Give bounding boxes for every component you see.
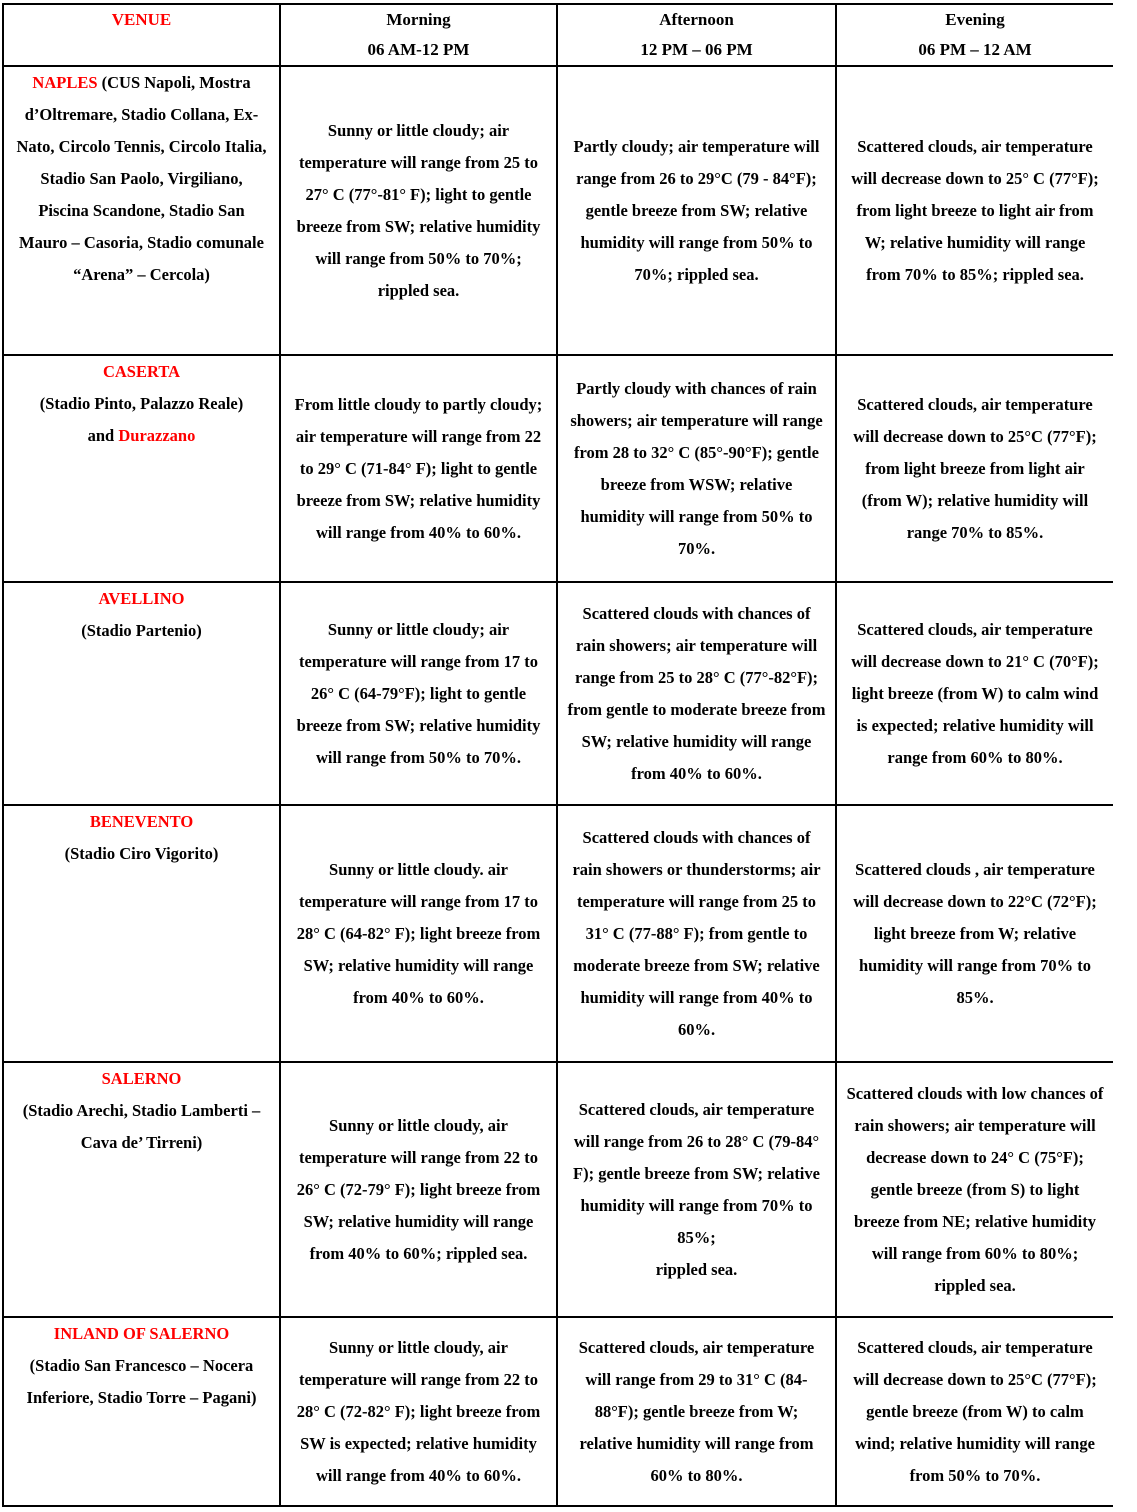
venue-name: INLAND OF SALERNO bbox=[53, 1324, 230, 1343]
venue-name: SALERNO bbox=[101, 1069, 182, 1088]
forecast-cell-naples-evening: Scattered clouds, air temperature will decrease down to 25° C (77°F); from light breeze to light air from W; relative humidity will range from 70% to 85%; rippled sea. bbox=[836, 66, 1113, 355]
venue-name: BENEVENTO bbox=[89, 812, 194, 831]
table-row-naples bbox=[3, 66, 1113, 355]
weather-forecast-table bbox=[2, 3, 1113, 1507]
morning-column-header bbox=[280, 4, 557, 66]
venue-details: (Stadio Pinto, Palazzo Reale) bbox=[39, 394, 244, 413]
venue-cell-caserta bbox=[3, 355, 280, 582]
venue-cell-benevento bbox=[3, 805, 280, 1062]
forecast-cell-salerno-morning: Sunny or little cloudy, air temperature will range from 22 to 26° C (72-79° F); light breeze from SW; relative humidity will range from 40% to 60%; rippled sea. bbox=[280, 1062, 557, 1317]
venue-extra-red: Durazzano bbox=[118, 426, 196, 445]
forecast-cell-avellino-evening: Scattered clouds, air temperature will decrease down to 21° C (70°F); light breeze (from W) to calm wind is expected; relative humidity will range from 60% to 80%. bbox=[836, 582, 1113, 805]
venue-name: CASERTA bbox=[102, 362, 181, 381]
venue-extra-black: and bbox=[87, 426, 119, 445]
forecast-cell-caserta-evening: Scattered clouds, air temperature will decrease down to 25°C (77°F); from light breeze from light air (from W); relative humidity will range 70% to 85%. bbox=[836, 355, 1113, 582]
table-row-avellino bbox=[3, 582, 1113, 805]
forecast-cell-caserta-morning: From little cloudy to partly cloudy; air temperature will range from 22 to 29° C (71-84° F); light to gentle breeze from SW; relative humidity will range from 40% to 60%. bbox=[280, 355, 557, 582]
forecast-cell-salerno-afternoon: Scattered clouds, air temperature will range from 26 to 28° C (79-84° F); gentle breeze from SW; relative humidity will range from 70% to 85%; rippled sea. bbox=[557, 1062, 836, 1317]
header-row bbox=[3, 4, 1113, 66]
table-row-salerno bbox=[3, 1062, 1113, 1317]
forecast-cell-naples-morning: Sunny or little cloudy; air temperature will range from 25 to 27° C (77°-81° F); light to gentle breeze from SW; relative humidity will range from 50% to 70%; rippled sea. bbox=[280, 66, 557, 355]
header-title: VENUE bbox=[111, 10, 172, 29]
forecast-cell-benevento-evening: Scattered clouds , air temperature will decrease down to 22°C (72°F); light breeze from W; relative humidity will range from 70% to 85%. bbox=[836, 805, 1113, 1062]
venue-extra bbox=[14, 420, 269, 452]
venue-cell-naples bbox=[3, 66, 280, 355]
venue-details: (CUS Napoli, Mostra d’Oltremare, Stadio Collana, Ex-Nato, Circolo Tennis, Circolo Italia, Stadio San Paolo, Virgiliano, Piscina Scandone, Stadio San Mauro – Casoria, Stadio comunale “Arena” – Cercola) bbox=[16, 73, 267, 284]
forecast-cell-inland-of-salerno-evening: Scattered clouds, air temperature will decrease down to 25°C (77°F); gentle breeze (from W) to calm wind; relative humidity will range from 50% to 70%. bbox=[836, 1317, 1113, 1506]
forecast-cell-benevento-morning: Sunny or little cloudy. air temperature will range from 17 to 28° C (64-82° F); light breeze from SW; relative humidity will range from 40% to 60%. bbox=[280, 805, 557, 1062]
forecast-cell-caserta-afternoon: Partly cloudy with chances of rain showers; air temperature will range from 28 to 32° C (85°-90°F); gentle breeze from WSW; relative humidity will range from 50% to 70%. bbox=[557, 355, 836, 582]
evening-column-header bbox=[836, 4, 1113, 66]
venue-name: AVELLINO bbox=[98, 589, 185, 608]
header-subtitle: 12 PM – 06 PM bbox=[640, 40, 753, 59]
header-title: Afternoon bbox=[659, 10, 734, 29]
venue-cell-salerno bbox=[3, 1062, 280, 1317]
forecast-cell-naples-afternoon: Partly cloudy; air temperature will range from 26 to 29°C (79 - 84°F); gentle breeze from SW; relative humidity will range from 50% to 70%; rippled sea. bbox=[557, 66, 836, 355]
forecast-cell-avellino-afternoon: Scattered clouds with chances of rain showers; air temperature will range from 25 to 28° C (77°-82°F); from gentle to moderate breeze from SW; relative humidity will range from 40% to 60%. bbox=[557, 582, 836, 805]
forecast-cell-inland-of-salerno-morning: Sunny or little cloudy, air temperature will range from 22 to 28° C (72-82° F); light breeze from SW is expected; relative humidity will range from 40% to 60%. bbox=[280, 1317, 557, 1506]
afternoon-column-header bbox=[557, 4, 836, 66]
venue-details: (Stadio Partenio) bbox=[81, 621, 202, 640]
header-subtitle: 06 PM – 12 AM bbox=[918, 40, 1032, 59]
forecast-cell-inland-of-salerno-afternoon: Scattered clouds, air temperature will range from 29 to 31° C (84-88°F); gentle breeze from W; relative humidity will range from 60% to 80%. bbox=[557, 1317, 836, 1506]
header-subtitle: 06 AM-12 PM bbox=[367, 40, 470, 59]
header-title: Morning bbox=[386, 10, 451, 29]
venue-details: (Stadio Arechi, Stadio Lamberti – Cava de’ Tirreni) bbox=[22, 1101, 261, 1152]
forecast-cell-avellino-morning: Sunny or little cloudy; air temperature will range from 17 to 26° C (64-79°F); light to gentle breeze from SW; relative humidity will range from 50% to 70%. bbox=[280, 582, 557, 805]
venue-column-header bbox=[3, 4, 280, 66]
table-row-caserta bbox=[3, 355, 1113, 582]
venue-cell-avellino bbox=[3, 582, 280, 805]
venue-cell-inland-of-salerno bbox=[3, 1317, 280, 1506]
venue-details: (Stadio San Francesco – Nocera Inferiore, Stadio Torre – Pagani) bbox=[26, 1356, 257, 1407]
header-title: Evening bbox=[945, 10, 1005, 29]
table-row-benevento bbox=[3, 805, 1113, 1062]
venue-details: (Stadio Ciro Vigorito) bbox=[64, 844, 219, 863]
table-row-inland-of-salerno bbox=[3, 1317, 1113, 1506]
venue-name: NAPLES bbox=[32, 73, 98, 92]
forecast-cell-benevento-afternoon: Scattered clouds with chances of rain showers or thunderstorms; air temperature will range from 25 to 31° C (77-88° F); from gentle to moderate breeze from SW; relative humidity will range from 40% to 60%. bbox=[557, 805, 836, 1062]
forecast-cell-salerno-evening: Scattered clouds with low chances of rain showers; air temperature will decrease down to 24° C (75°F); gentle breeze (from S) to light breeze from NE; relative humidity will range from 60% to 80%; rippled sea. bbox=[836, 1062, 1113, 1317]
